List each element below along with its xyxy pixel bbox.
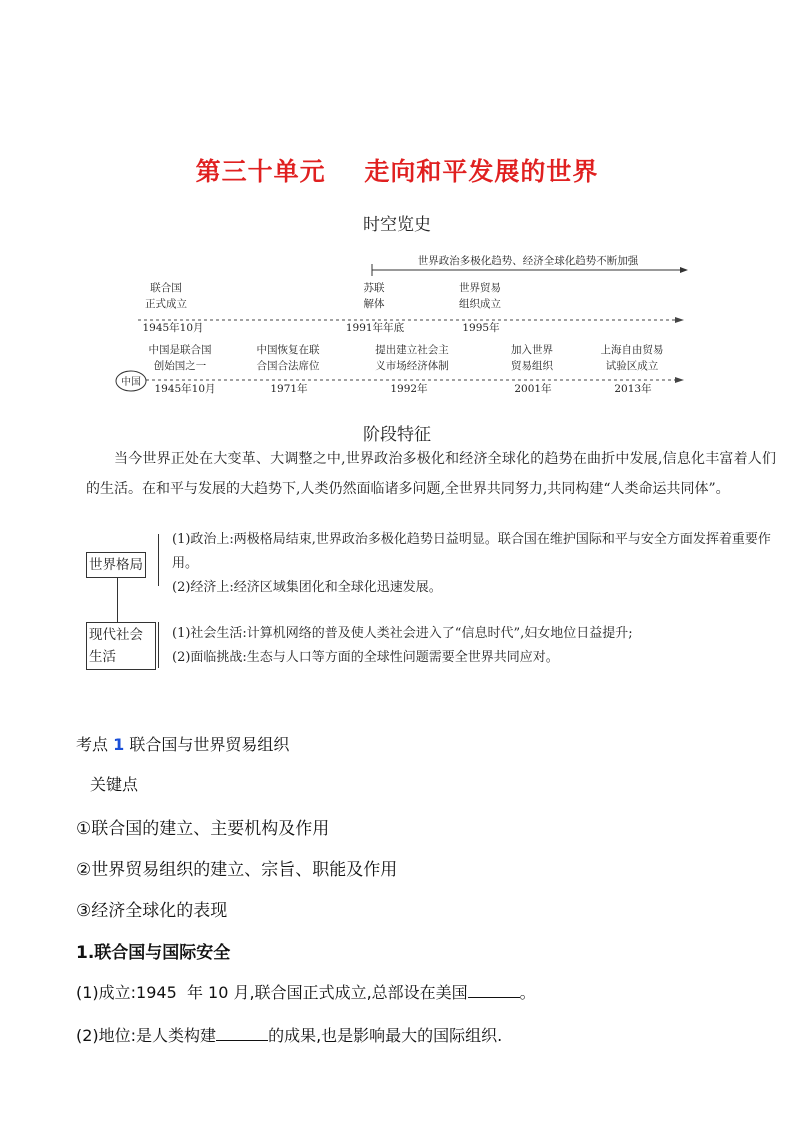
box-modern-life: 现代社会生活 (86, 622, 156, 670)
box-connector (117, 578, 118, 622)
china-event-4: 加入世界 贸易组织 (511, 344, 553, 372)
box2-item-1: (1)社会生活:计算机网络的普及使人类社会进入了“信息时代”,妇女地位日益提升; (172, 626, 633, 641)
section-heading-1: 1.联合国与国际安全 (76, 943, 231, 963)
china-event-5-date: 2013年 (614, 383, 652, 395)
world-event-3: 世界贸易 组织成立 (459, 282, 501, 310)
china-event-4-date: 2001年 (514, 383, 552, 395)
blank-2 (216, 1024, 268, 1041)
key-point-2: ②世界贸易组织的建立、宗旨、职能及作用 (76, 860, 398, 880)
bracket-2 (158, 622, 160, 668)
china-marker-label: 中国 (121, 377, 141, 388)
kaodian-number: 1 (113, 735, 125, 754)
box1-item-2: (2)经济上:经济区域集团化和全球化迅速发展。 (172, 580, 442, 595)
page-title: 第三十单元 走向和平发展的世界 (195, 157, 599, 186)
item-1: (1)成立:1945 年 10 月,联合国正式成立,总部设在美国 。 (76, 983, 536, 1002)
item-2: (2)地位:是人类构建 的成果,也是影响最大的国际组织. (76, 1026, 503, 1045)
world-event-1: 联合国 正式成立 (145, 282, 187, 310)
china-event-1: 中国是联合国 创始国之一 (148, 344, 212, 372)
blank-1 (468, 981, 520, 998)
box1-item-1: (1)政治上:两极格局结束,世界政治多极化趋势日益明显。联合国在维护国际和平与安全方面发挥着重要作用。 (172, 532, 771, 571)
china-event-2-date: 1971年 (270, 383, 308, 395)
box2-item-2: (2)面临挑战:生态与人口等方面的全球性问题需要全世界共同应对。 (172, 650, 559, 665)
china-event-5: 上海自由贸易 试验区成立 (600, 344, 664, 372)
trend-label: 世界政治多极化趋势、经济全球化趋势不断加强 (417, 255, 639, 267)
world-event-2: 苏联 解体 (363, 282, 385, 310)
china-event-3: 提出建立社会主 义市场经济体制 (375, 344, 449, 372)
china-event-3-date: 1992年 (390, 383, 428, 395)
key-points-label: 关键点 (90, 775, 139, 794)
world-event-3-date: 1995年 (462, 322, 500, 334)
key-point-3: ③经济全球化的表现 (76, 901, 228, 921)
world-event-1-date: 1945年10月 (142, 322, 204, 334)
world-event-2-date: 1991年年底 (345, 322, 405, 334)
key-point-1: ①联合国的建立、主要机构及作用 (76, 819, 330, 839)
china-event-1-date: 1945年10月 (154, 383, 216, 395)
section-timeline-heading: 时空览史 (363, 215, 431, 235)
china-event-2: 中国恢复在联 合国合法席位 (256, 344, 320, 372)
kaodian-heading: 考点 1 联合国与世界贸易组织 (76, 735, 290, 754)
features-paragraph: 当今世界正处在大变革、大调整之中,世界政治多极化和经济全球化的趋势在曲折中发展,信息化丰富着人们的生活。在和平与发展的大趋势下,人类仍然面临诸多问题,全世界共同努力,共同构建“人类命运共同体”。 (86, 451, 776, 497)
section-features-heading: 阶段特征 (363, 425, 431, 445)
bracket-1 (158, 534, 160, 586)
world-timeline-arrow (675, 317, 684, 323)
box-world-pattern: 世界格局 (86, 552, 146, 578)
